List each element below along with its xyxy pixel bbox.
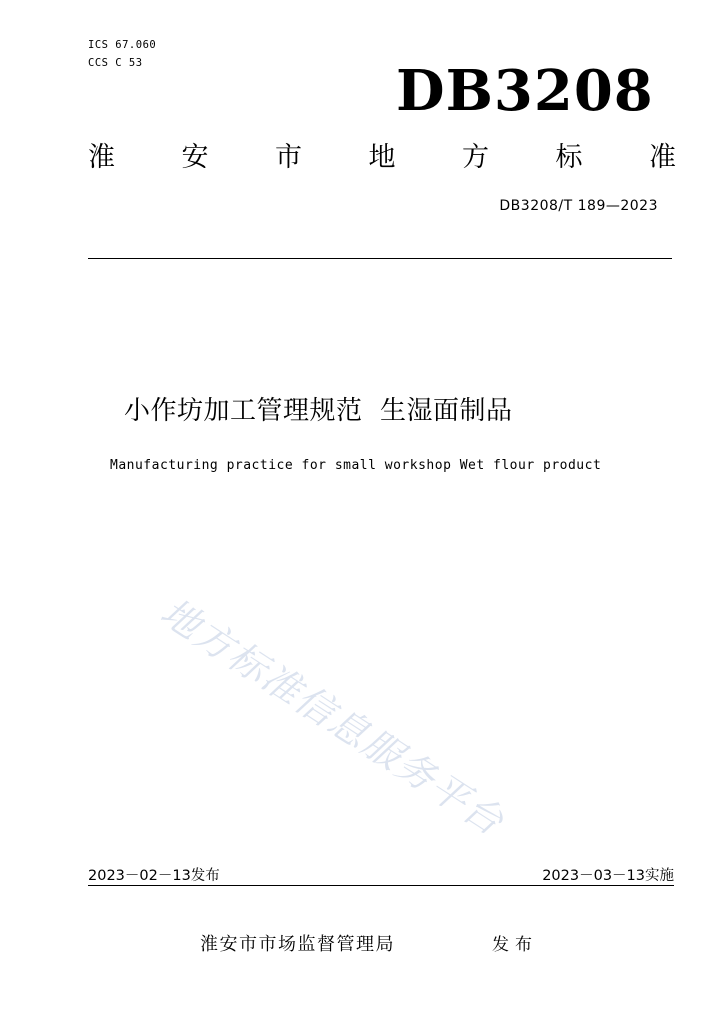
bottom-divider — [88, 885, 674, 886]
standard-type — [88, 140, 676, 176]
ics-code: ICS 67.060 — [88, 39, 157, 51]
top-divider — [88, 258, 672, 259]
standard-code: DB3208 — [396, 58, 654, 124]
standard-type-char: 准 — [649, 142, 676, 173]
document-title-en: Manufacturing practice for small workshop Wet flour product — [110, 458, 602, 473]
standard-type-char: 安 — [181, 142, 209, 173]
document-title-cn: 小作坊加工管理规范 生湿面制品 — [124, 396, 513, 426]
ccs-code: CCS C 53 — [88, 57, 143, 69]
publish-date: 2023－02－13发布 — [88, 868, 220, 884]
standard-type-char: 标 — [555, 142, 583, 173]
standard-type-char: 淮 — [88, 142, 115, 173]
issue-label: 发布 — [492, 935, 538, 955]
standard-type-char: 方 — [462, 142, 489, 173]
standard-type-char: 市 — [275, 142, 302, 173]
watermark: 地方标准信息服务平台 — [152, 589, 513, 845]
issuing-authority: 淮安市市场监督管理局 — [200, 934, 395, 955]
standard-number: DB3208/T 189—2023 — [499, 198, 658, 214]
implement-date: 2023－03－13实施 — [542, 868, 674, 884]
standard-type-char: 地 — [368, 142, 396, 173]
